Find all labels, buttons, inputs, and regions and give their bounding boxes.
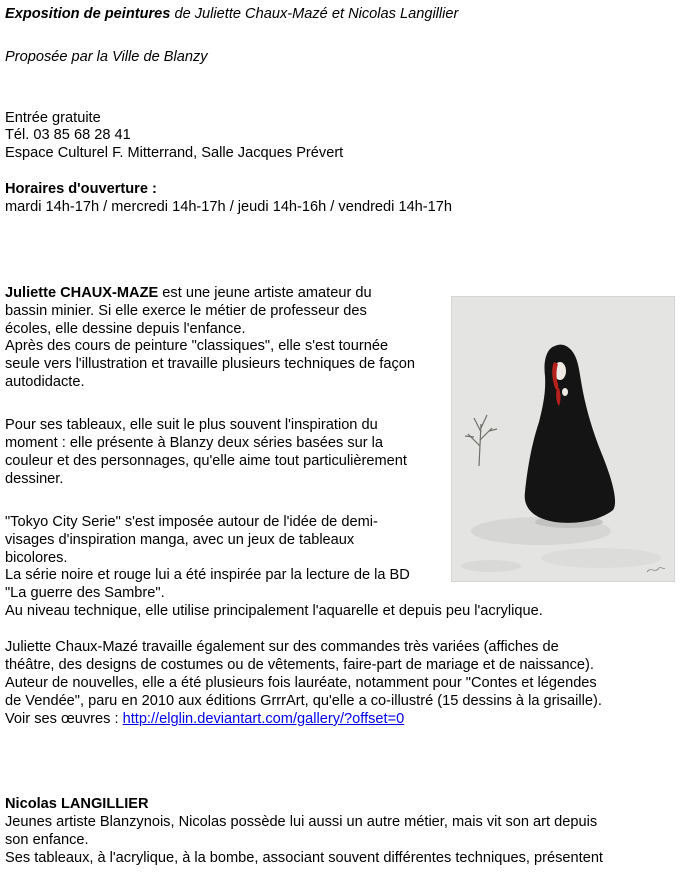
paragraph-line: couleur et des personnages, qu'elle aime tout particulièrement (5, 453, 407, 469)
exhibition-title-artists: de Juliette Chaux-Mazé et Nicolas Langillier (170, 6, 459, 22)
painting-image (451, 296, 675, 582)
paragraph-line: seule vers l'illustration et travaille plusieurs techniques de façon (5, 356, 416, 372)
paragraph-line: visages d'inspiration manga, avec un jeux de tableaux (5, 532, 355, 548)
paragraph-line: Au niveau technique, elle utilise principalement l'aquarelle et depuis peu l'acrylique. (5, 603, 543, 619)
exhibition-title-bold: Exposition de peintures (5, 6, 171, 22)
paragraph-line: son enfance. (5, 832, 89, 848)
paragraph-line: autodidacte. (5, 374, 85, 390)
paragraph-line: Jeunes artiste Blanzynois, Nicolas possède lui aussi un autre métier, mais vit son art depuis (5, 814, 598, 830)
opening-hours: mardi 14h-17h / mercredi 14h-17h / jeudi 14h-16h / vendredi 14h-17h (5, 199, 453, 215)
paragraph-line: "La guerre des Sambre". (5, 585, 165, 601)
juliette-intro-line: Juliette CHAUX-MAZE est une jeune artiste amateur du (5, 285, 372, 301)
paragraph-line: La série noire et rouge lui a été inspirée par la lecture de la BD (5, 567, 410, 583)
entry-fee: Entrée gratuite (5, 110, 101, 126)
paragraph-line: dessiner. (5, 471, 64, 487)
paragraph-line: Juliette Chaux-Mazé travaille également sur des commandes très variées (affiches de (5, 639, 559, 655)
works-label: Voir ses œuvres : (5, 711, 123, 727)
paragraph-line: moment : elle présente à Blanzy deux séries basées sur la (5, 435, 384, 451)
paragraph-line: de Vendée", paru en 2010 aux éditions GrrrArt, qu'elle a co-illustré (15 dessins à la grisaille). (5, 693, 602, 709)
paragraph-line: Après des cours de peinture "classiques", elle s'est tournée (5, 338, 389, 354)
paragraph-line: "Tokyo City Serie" s'est imposée autour de l'idée de demi- (5, 514, 378, 530)
paragraph-line: théâtre, des designs de costumes ou de vêtements, faire-part de mariage et de naissance). (5, 657, 594, 673)
paragraph-line: bassin minier. Si elle exerce le métier de professeur des (5, 303, 367, 319)
paragraph-line: bicolores. (5, 550, 68, 566)
proposed-by: Proposée par la Ville de Blanzy (5, 49, 208, 65)
paragraph-line: Ses tableaux, à l'acrylique, à la bombe, associant souvent différentes techniques, présentent (5, 850, 603, 866)
exhibition-title (5, 5, 458, 23)
phone-number: Tél. 03 85 68 28 41 (5, 127, 131, 143)
paragraph-line: écoles, elle dessine depuis l'enfance. (5, 321, 246, 337)
paragraph-line: Auteur de nouvelles, elle a été plusieurs fois lauréate, notamment pour "Contes et légendes (5, 675, 597, 691)
paragraph-line: Pour ses tableaux, elle suit le plus souvent l'inspiration du (5, 417, 378, 433)
venue: Espace Culturel F. Mitterrand, Salle Jacques Prévert (5, 145, 344, 161)
gallery-link[interactable]: http://elglin.deviantart.com/gallery/?offset=0 (122, 711, 405, 727)
hours-label: Horaires d'ouverture : (5, 181, 157, 197)
nicolas-name: Nicolas LANGILLIER (5, 796, 149, 812)
works-line (5, 710, 404, 728)
juliette-name: Juliette CHAUX-MAZE (5, 285, 159, 301)
